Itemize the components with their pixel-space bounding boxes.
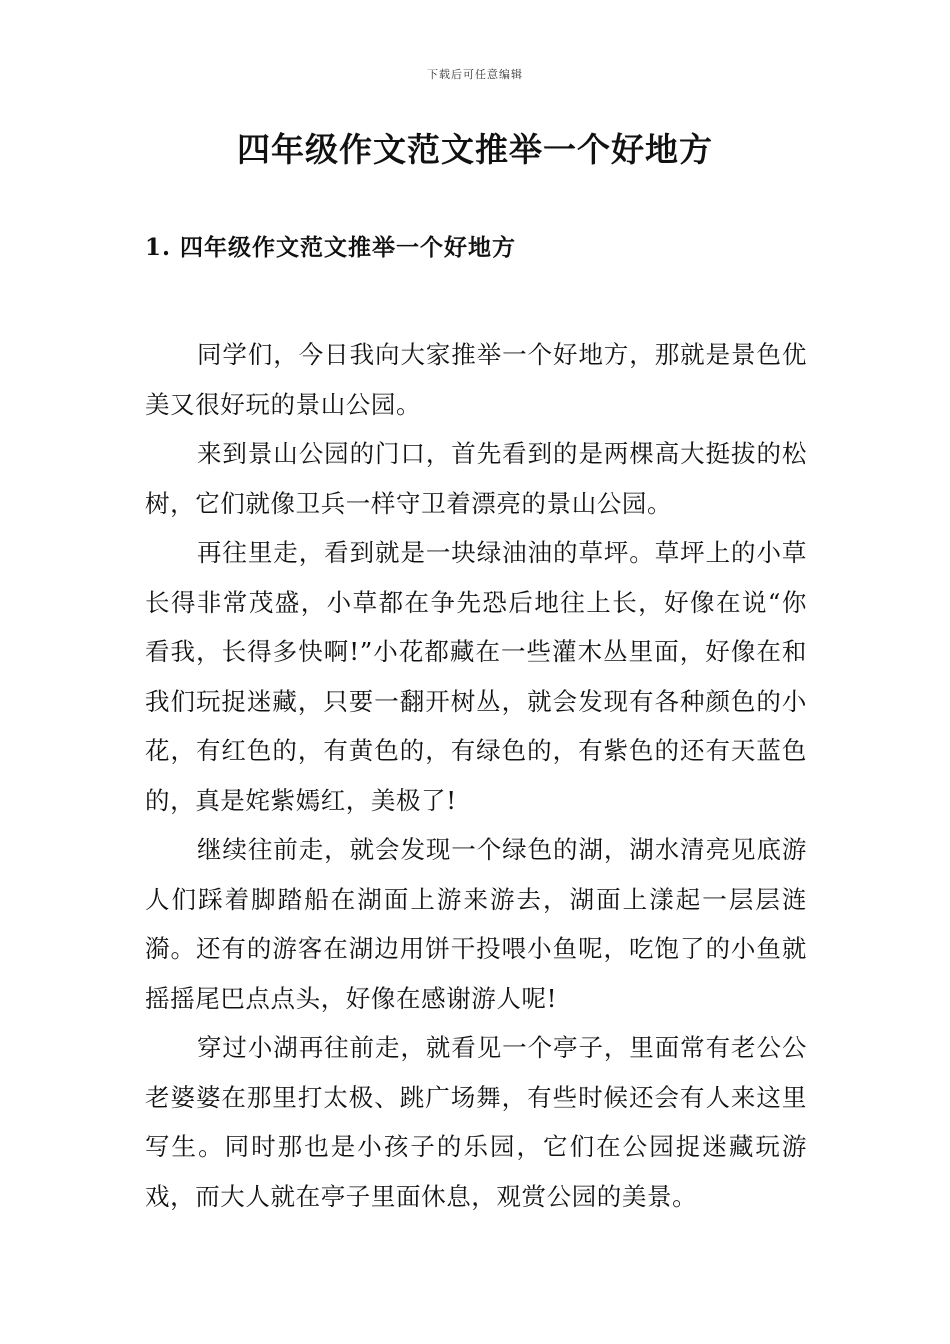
paragraph: 穿过小湖再往前走，就看见一个亭子，里面常有老公公老婆婆在那里打太极、跳广场舞，有些时候还会有人来这里写生。同时那也是小孩子的乐园，它们在公园捉迷藏玩游戏，而大人就在亭子里面休息，观赏公园的美景。 [145, 1033, 807, 1211]
paragraph: 再往里走，看到就是一块绿油油的草坪。草坪上的小草长得非常茂盛，小草都在争先恐后地往上长，好像在说“你看我，长得多快啊!”小花都藏在一些灌木丛里面，好像在和我们玩捉迷藏，只要一翻开树丛，就会发现有各种颜色的小花，有红色的，有黄色的，有绿色的，有紫色的还有天蓝色的，真是姹紫嫣红，美极了! [145, 538, 807, 815]
paragraph: 继续往前走，就会发现一个绿色的湖，湖水清亮见底游人们踩着脚踏船在湖面上游来游去，湖面上漾起一层层涟漪。还有的游客在湖边用饼干投喂小鱼呢，吃饱了的小鱼就摇摇尾巴点点头，好像在感谢游人呢! [145, 835, 807, 1013]
header-note: 下载后可任意编辑 [427, 68, 523, 81]
document-title: 四年级作文范文推举一个好地方 [237, 130, 713, 169]
paragraph: 来到景山公园的门口，首先看到的是两棵高大挺拔的松树，它们就像卫兵一样守卫着漂亮的景山公园。 [145, 439, 807, 518]
body-text [145, 330, 807, 1221]
section-heading: 1. 四年级作文范文推举一个好地方 [145, 234, 517, 261]
paragraph: 同学们，今日我向大家推举一个好地方，那就是景色优美又很好玩的景山公园。 [145, 340, 807, 419]
